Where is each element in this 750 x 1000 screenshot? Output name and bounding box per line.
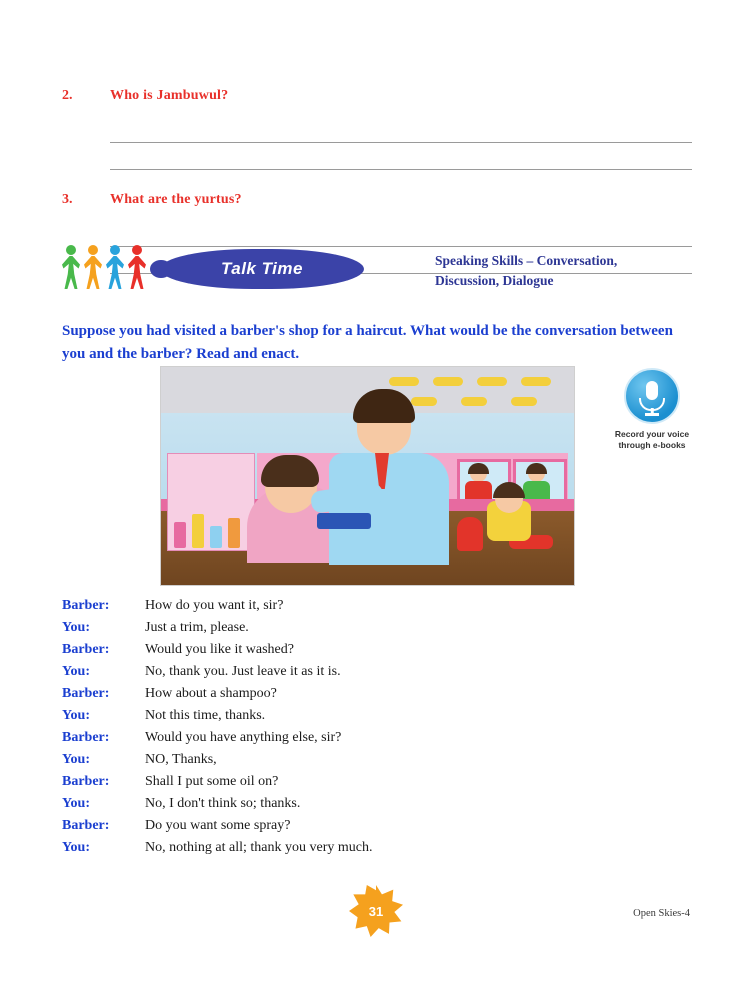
dialogue-line: How about a shampoo?	[145, 686, 277, 701]
dialogue-row	[62, 774, 702, 796]
activity-prompt: Suppose you had visited a barber's shop for a haircut. What would be the conversation between you and the barber? Read and enact.	[62, 323, 673, 362]
answer-lines[interactable]	[110, 116, 692, 170]
dialogue-line: How do you want it, sir?	[145, 598, 284, 613]
dialogue-speaker: Barber:	[62, 730, 110, 745]
question-block	[62, 88, 692, 170]
dialogue-section	[62, 598, 702, 862]
skills-text	[435, 251, 695, 290]
record-voice-badge[interactable]	[606, 368, 698, 450]
person-icon	[106, 245, 124, 291]
dialogue-line: Do you want some spray?	[145, 818, 291, 833]
talk-time-label: Talk Time	[221, 259, 303, 278]
talk-time-banner	[62, 243, 692, 303]
question-number: 3.	[62, 192, 73, 207]
dialogue-line: No, thank you. Just leave it as it is.	[145, 664, 341, 679]
dialogue-speaker: Barber:	[62, 818, 110, 833]
question-row	[62, 192, 692, 208]
dialogue-line: Shall I put some oil on?	[145, 774, 279, 789]
page-number: 31	[368, 903, 384, 919]
dialogue-row	[62, 620, 702, 642]
dialogue-speaker: You:	[62, 664, 91, 679]
dialogue-speaker: You:	[62, 620, 91, 635]
dialogue-speaker: You:	[62, 796, 91, 811]
dialogue-row	[62, 664, 702, 686]
shelf	[167, 453, 255, 551]
dialogue-row	[62, 818, 702, 840]
dialogue-speaker: You:	[62, 840, 91, 855]
dialogue-line: Would you like it washed?	[145, 642, 294, 657]
dialogue-line: Not this time, thanks.	[145, 708, 266, 723]
dialogue-line: Would you have anything else, sir?	[145, 730, 342, 745]
dialogue-row	[62, 598, 702, 620]
person-icon	[62, 245, 80, 291]
dialogue-row	[62, 642, 702, 664]
dialogue-row	[62, 840, 702, 862]
dialogue-speaker: Barber:	[62, 642, 110, 657]
book-title: Open Skies-4	[633, 908, 690, 919]
answer-line[interactable]	[110, 143, 692, 170]
dialogue-row	[62, 752, 702, 774]
person-icon	[128, 245, 146, 291]
dialogue-row	[62, 730, 702, 752]
dialogue-speaker: Barber:	[62, 686, 110, 701]
skills-line-1: Speaking Skills – Conversation,	[435, 253, 618, 268]
answer-line[interactable]	[110, 116, 692, 143]
dialogue-speaker: You:	[62, 708, 91, 723]
dialogue-row	[62, 708, 702, 730]
people-group-icon	[62, 245, 148, 293]
dialogue-line: No, I don't think so; thanks.	[145, 796, 301, 811]
person-icon	[84, 245, 102, 291]
skills-line-2: Discussion, Dialogue	[435, 272, 554, 288]
dialogue-speaker: Barber:	[62, 598, 110, 613]
dialogue-row	[62, 686, 702, 708]
dialogue-speaker: You:	[62, 752, 91, 767]
dialogue-line: No, nothing at all; thank you very much.	[145, 840, 373, 855]
dialogue-line: Just a trim, please.	[145, 620, 249, 635]
question-row	[62, 88, 692, 104]
dialogue-speaker: Barber:	[62, 774, 110, 789]
dialogue-row	[62, 796, 702, 818]
dialogue-line: NO, Thanks,	[145, 752, 217, 767]
caption-line-1: Record your voice	[614, 429, 690, 439]
question-number: 2.	[62, 88, 73, 103]
record-voice-caption	[606, 429, 698, 450]
question-text: What are the yurtus?	[110, 192, 242, 207]
talk-time-badge	[160, 249, 364, 289]
page-number-badge	[349, 885, 403, 937]
microphone-icon[interactable]	[624, 368, 680, 424]
caption-line-2: through e-books	[618, 439, 686, 450]
question-text: Who is Jambuwul?	[110, 88, 229, 103]
barber-shop-illustration	[160, 366, 575, 586]
